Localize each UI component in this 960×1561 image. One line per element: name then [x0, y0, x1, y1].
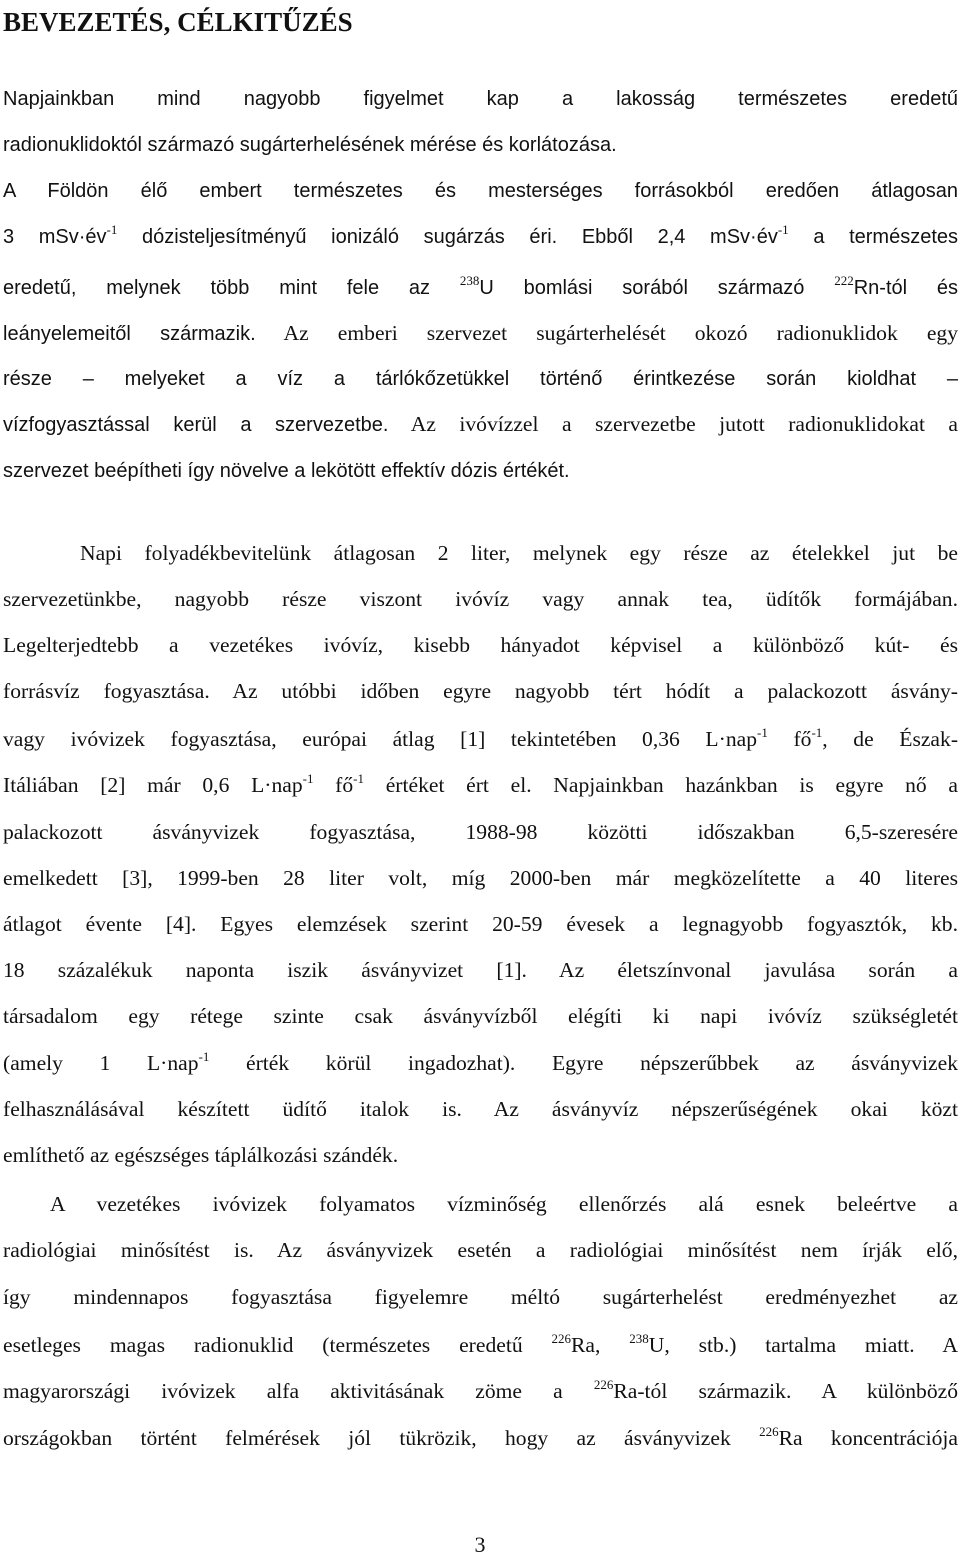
text-line: társadalom egy rétege szinte csak ásványvízből elégíti ki napi ivóvíz szükségletét	[3, 1004, 958, 1028]
text-line: szervezetünkbe, nagyobb része viszont ivóvíz vagy annak tea, üdítők formájában.	[3, 587, 958, 611]
superscript: 226	[759, 1424, 779, 1439]
superscript: 238	[629, 1331, 649, 1346]
text-line: (amely 1 L·nap$^{-1}$ érték körül ingadozhat). Egyre népszerűbbek az ásványvizek	[3, 1049, 958, 1075]
text-line: említhető az egészséges táplálkozási szándék.	[3, 1143, 399, 1167]
page-number: 3	[474, 1532, 486, 1557]
text-line: vízfogyasztással kerül a szervezetbe. Az ivóvízzel a szervezetbe jutott radionuklidokat a	[3, 412, 958, 436]
superscript: -1	[302, 771, 314, 786]
superscript: 222	[834, 273, 854, 288]
superscript: -1	[757, 725, 768, 740]
text-line: átlagot évente [4]. Egyes elemzések szerint 20-59 évesek a legnagyobb fogyasztók, kb.	[3, 912, 958, 936]
text-line: vagy ivóvizek fogyasztása, európai átlag [1] tekintetében 0,36 L·nap$^{-1}$ $fő^{-1}$, de Észak-	[3, 725, 959, 751]
text-line: A Földön élő embert természetes és mesterséges forrásokból eredően átlagosan	[3, 180, 958, 202]
text-line: része – melyeket a víz a tárlókőzetükkel történő érintkezése során kioldhat –	[3, 368, 958, 390]
text-line: országokban történt felmérések jól tükrözik, hogy az ásványvizek $^{226}$Ra koncentrációja	[3, 1424, 959, 1450]
superscript: -1	[198, 1049, 210, 1064]
text-line: szervezet beépítheti így növelve a lekötött effektív dózis értékét.	[3, 460, 570, 482]
text-line: 3 $mSv\cdot év^{-1}$ dózisteljesítményű ionizáló sugárzás éri. Ebből 2,4 $mSv\cdot év^{-1}$ a természetes	[3, 222, 958, 248]
text-line: radiológiai minősítést is. Az ásványvizek esetén a radiológiai minősítést nem írják elő,	[3, 1238, 958, 1262]
text-line: eredetű, melynek több mint fele az $^{238}$U bomlási sorából származó $^{222}$Rn-tól és	[3, 273, 959, 299]
text-line: Itáliában [2] már 0,6 L·nap$^{-1}$ $fő^{-1}$ értéket ért el. Napjainkban hazánkban is egyre nő a	[3, 771, 958, 797]
superscript: -1	[106, 222, 118, 237]
text-line: felhasználásával készített üdítő italok is. Az ásványvíz népszerűségének okai közt	[3, 1097, 958, 1121]
superscript: -1	[811, 725, 823, 740]
text-line: forrásvíz fogyasztása. Az utóbbi időben egyre nagyobb tért hódít a palackozott ásvány-	[3, 679, 958, 703]
text-line: emelkedett [3], 1999-ben 28 liter volt, míg 2000-ben már megközelítette a 40 literes	[3, 866, 958, 890]
text-line: 18 százalékuk naponta iszik ásványvizet [1]. Az életszínvonal javulása során a	[3, 958, 958, 982]
superscript: 226	[551, 1331, 571, 1346]
superscript: 238	[459, 273, 480, 288]
text-line: A vezetékes ivóvizek folyamatos vízminőség ellenőrzés alá esnek beleértve a	[50, 1192, 958, 1216]
superscript: -1	[777, 222, 789, 237]
text-line: palackozott ásványvizek fogyasztása, 1988-98 közötti időszakban 6,5-szeresére	[3, 820, 958, 844]
text-line: radionuklidoktól származó sugárterhelésének mérése és korlátozása.	[3, 134, 617, 156]
text-line: esetleges magas radionuklid (természetes eredetű $^{226}$Ra, $^{238}$U, stb.) tartalma miatt. A	[3, 1331, 958, 1357]
text-line: így mindennapos fogyasztása figyelemre méltó sugárterhelést eredményezhet az	[3, 1285, 958, 1309]
text-line: Napjainkban mind nagyobb figyelmet kap a lakosság természetes eredetű	[3, 88, 958, 110]
superscript: 226	[593, 1377, 614, 1392]
text-line: Napi folyadékbevitelünk átlagosan 2 liter, melynek egy része az ételekkel jut be	[80, 541, 958, 565]
text-line: Legelterjedtebb a vezetékes ivóvíz, kisebb hányadot képvisel a különböző kút- és	[3, 633, 958, 657]
section-heading: BEVEZETÉS, CÉLKITŰZÉS	[3, 7, 353, 37]
text-line: magyarországi ivóvizek alfa aktivitásának zöme a $^{226}$Ra-tól származik. A különböző	[3, 1377, 959, 1403]
text-line: leányelemeitől származik. Az emberi szervezet sugárterhelését okozó radionuklidok egy	[3, 321, 958, 345]
superscript: -1	[353, 771, 365, 786]
